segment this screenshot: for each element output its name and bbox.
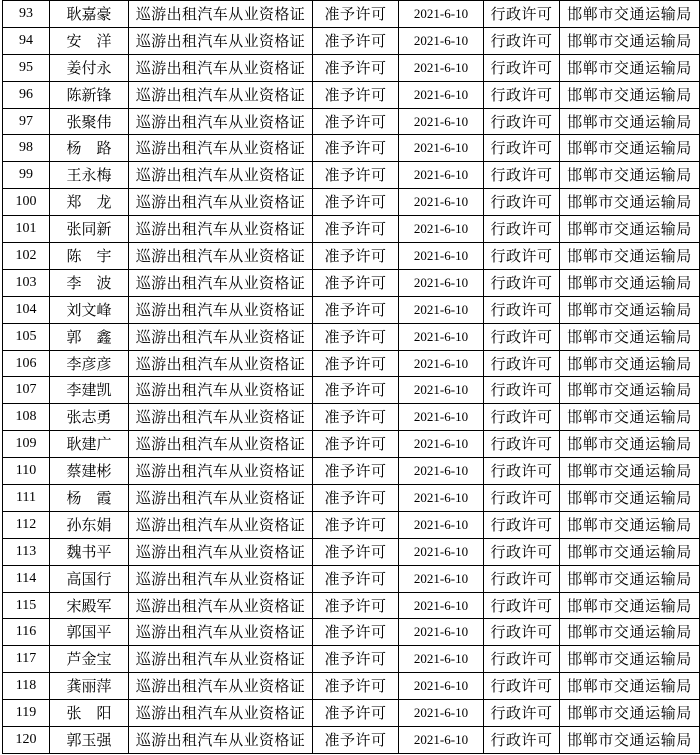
person-name-cell: 刘文峰 <box>50 296 129 323</box>
decision-date-cell: 2021-6-10 <box>399 646 484 673</box>
license-category-cell: 行政许可 <box>484 485 560 512</box>
row-number-cell: 96 <box>3 81 50 108</box>
table-row <box>3 565 700 592</box>
decision-date-cell: 2021-6-10 <box>399 189 484 216</box>
issuing-authority-cell: 邯郸市交通运输局 <box>560 269 700 296</box>
row-number-cell: 107 <box>3 377 50 404</box>
person-name-cell: 郭玉强 <box>50 727 129 754</box>
table-row <box>3 135 700 162</box>
license-category-cell: 行政许可 <box>484 565 560 592</box>
table-row <box>3 485 700 512</box>
row-number-cell: 117 <box>3 646 50 673</box>
license-category-cell: 行政许可 <box>484 700 560 727</box>
decision-date-cell: 2021-6-10 <box>399 538 484 565</box>
table-row <box>3 296 700 323</box>
certificate-name-cell: 巡游出租汽车从业资格证 <box>129 135 313 162</box>
license-category-cell: 行政许可 <box>484 727 560 754</box>
person-name-cell: 杨 路 <box>50 135 129 162</box>
table-row <box>3 350 700 377</box>
decision-type-cell: 准予许可 <box>313 269 399 296</box>
certificate-name-cell: 巡游出租汽车从业资格证 <box>129 565 313 592</box>
table-row <box>3 673 700 700</box>
decision-date-cell: 2021-6-10 <box>399 323 484 350</box>
license-category-cell: 行政许可 <box>484 619 560 646</box>
certificate-name-cell: 巡游出租汽车从业资格证 <box>129 54 313 81</box>
table-row <box>3 323 700 350</box>
issuing-authority-cell: 邯郸市交通运输局 <box>560 296 700 323</box>
table-row <box>3 727 700 754</box>
decision-type-cell: 准予许可 <box>313 108 399 135</box>
person-name-cell: 芦金宝 <box>50 646 129 673</box>
decision-date-cell: 2021-6-10 <box>399 296 484 323</box>
issuing-authority-cell: 邯郸市交通运输局 <box>560 700 700 727</box>
row-number-cell: 98 <box>3 135 50 162</box>
person-name-cell: 李 波 <box>50 269 129 296</box>
table-row <box>3 216 700 243</box>
table-row <box>3 700 700 727</box>
person-name-cell: 张同新 <box>50 216 129 243</box>
issuing-authority-cell: 邯郸市交通运输局 <box>560 619 700 646</box>
decision-type-cell: 准予许可 <box>313 673 399 700</box>
decision-date-cell: 2021-6-10 <box>399 1 484 28</box>
person-name-cell: 安 洋 <box>50 27 129 54</box>
decision-type-cell: 准予许可 <box>313 135 399 162</box>
license-category-cell: 行政许可 <box>484 296 560 323</box>
license-table <box>2 0 700 754</box>
decision-type-cell: 准予许可 <box>313 243 399 270</box>
issuing-authority-cell: 邯郸市交通运输局 <box>560 646 700 673</box>
row-number-cell: 95 <box>3 54 50 81</box>
decision-type-cell: 准予许可 <box>313 485 399 512</box>
table-row <box>3 54 700 81</box>
certificate-name-cell: 巡游出租汽车从业资格证 <box>129 323 313 350</box>
decision-type-cell: 准予许可 <box>313 54 399 81</box>
person-name-cell: 陈新锋 <box>50 81 129 108</box>
row-number-cell: 114 <box>3 565 50 592</box>
row-number-cell: 118 <box>3 673 50 700</box>
license-category-cell: 行政许可 <box>484 135 560 162</box>
certificate-name-cell: 巡游出租汽车从业资格证 <box>129 189 313 216</box>
table-row <box>3 431 700 458</box>
decision-type-cell: 准予许可 <box>313 81 399 108</box>
license-category-cell: 行政许可 <box>484 646 560 673</box>
issuing-authority-cell: 邯郸市交通运输局 <box>560 592 700 619</box>
row-number-cell: 104 <box>3 296 50 323</box>
license-category-cell: 行政许可 <box>484 1 560 28</box>
table-row <box>3 511 700 538</box>
certificate-name-cell: 巡游出租汽车从业资格证 <box>129 511 313 538</box>
decision-date-cell: 2021-6-10 <box>399 377 484 404</box>
table-row <box>3 108 700 135</box>
decision-date-cell: 2021-6-10 <box>399 135 484 162</box>
decision-type-cell: 准予许可 <box>313 727 399 754</box>
row-number-cell: 94 <box>3 27 50 54</box>
decision-type-cell: 准予许可 <box>313 296 399 323</box>
license-category-cell: 行政许可 <box>484 189 560 216</box>
certificate-name-cell: 巡游出租汽车从业资格证 <box>129 700 313 727</box>
row-number-cell: 110 <box>3 458 50 485</box>
row-number-cell: 109 <box>3 431 50 458</box>
person-name-cell: 耿嘉豪 <box>50 1 129 28</box>
issuing-authority-cell: 邯郸市交通运输局 <box>560 162 700 189</box>
row-number-cell: 106 <box>3 350 50 377</box>
certificate-name-cell: 巡游出租汽车从业资格证 <box>129 162 313 189</box>
person-name-cell: 李彦彦 <box>50 350 129 377</box>
certificate-name-cell: 巡游出租汽车从业资格证 <box>129 108 313 135</box>
certificate-name-cell: 巡游出租汽车从业资格证 <box>129 216 313 243</box>
person-name-cell: 郑 龙 <box>50 189 129 216</box>
row-number-cell: 103 <box>3 269 50 296</box>
person-name-cell: 宋殿军 <box>50 592 129 619</box>
table-row <box>3 1 700 28</box>
person-name-cell: 姜付永 <box>50 54 129 81</box>
issuing-authority-cell: 邯郸市交通运输局 <box>560 216 700 243</box>
decision-date-cell: 2021-6-10 <box>399 27 484 54</box>
person-name-cell: 高国行 <box>50 565 129 592</box>
certificate-name-cell: 巡游出租汽车从业资格证 <box>129 673 313 700</box>
decision-date-cell: 2021-6-10 <box>399 243 484 270</box>
decision-type-cell: 准予许可 <box>313 538 399 565</box>
certificate-name-cell: 巡游出租汽车从业资格证 <box>129 243 313 270</box>
decision-type-cell: 准予许可 <box>313 700 399 727</box>
issuing-authority-cell: 邯郸市交通运输局 <box>560 27 700 54</box>
license-category-cell: 行政许可 <box>484 81 560 108</box>
table-row <box>3 243 700 270</box>
issuing-authority-cell: 邯郸市交通运输局 <box>560 323 700 350</box>
decision-date-cell: 2021-6-10 <box>399 673 484 700</box>
table-row <box>3 269 700 296</box>
issuing-authority-cell: 邯郸市交通运输局 <box>560 431 700 458</box>
issuing-authority-cell: 邯郸市交通运输局 <box>560 485 700 512</box>
certificate-name-cell: 巡游出租汽车从业资格证 <box>129 646 313 673</box>
person-name-cell: 魏书平 <box>50 538 129 565</box>
issuing-authority-cell: 邯郸市交通运输局 <box>560 54 700 81</box>
row-number-cell: 108 <box>3 404 50 431</box>
license-category-cell: 行政许可 <box>484 431 560 458</box>
table-row <box>3 27 700 54</box>
certificate-name-cell: 巡游出租汽车从业资格证 <box>129 538 313 565</box>
decision-type-cell: 准予许可 <box>313 431 399 458</box>
issuing-authority-cell: 邯郸市交通运输局 <box>560 511 700 538</box>
row-number-cell: 112 <box>3 511 50 538</box>
table-row <box>3 619 700 646</box>
table-row <box>3 404 700 431</box>
certificate-name-cell: 巡游出租汽车从业资格证 <box>129 1 313 28</box>
decision-type-cell: 准予许可 <box>313 404 399 431</box>
decision-type-cell: 准予许可 <box>313 646 399 673</box>
license-category-cell: 行政许可 <box>484 54 560 81</box>
license-category-cell: 行政许可 <box>484 538 560 565</box>
license-category-cell: 行政许可 <box>484 377 560 404</box>
row-number-cell: 101 <box>3 216 50 243</box>
person-name-cell: 蔡建彬 <box>50 458 129 485</box>
license-category-cell: 行政许可 <box>484 404 560 431</box>
issuing-authority-cell: 邯郸市交通运输局 <box>560 673 700 700</box>
license-category-cell: 行政许可 <box>484 323 560 350</box>
decision-date-cell: 2021-6-10 <box>399 404 484 431</box>
row-number-cell: 100 <box>3 189 50 216</box>
person-name-cell: 张志勇 <box>50 404 129 431</box>
decision-date-cell: 2021-6-10 <box>399 350 484 377</box>
decision-type-cell: 准予许可 <box>313 323 399 350</box>
issuing-authority-cell: 邯郸市交通运输局 <box>560 350 700 377</box>
decision-date-cell: 2021-6-10 <box>399 485 484 512</box>
license-category-cell: 行政许可 <box>484 511 560 538</box>
decision-date-cell: 2021-6-10 <box>399 458 484 485</box>
issuing-authority-cell: 邯郸市交通运输局 <box>560 377 700 404</box>
table-row <box>3 646 700 673</box>
certificate-name-cell: 巡游出租汽车从业资格证 <box>129 27 313 54</box>
person-name-cell: 杨 霞 <box>50 485 129 512</box>
table-row <box>3 189 700 216</box>
decision-date-cell: 2021-6-10 <box>399 592 484 619</box>
issuing-authority-cell: 邯郸市交通运输局 <box>560 565 700 592</box>
person-name-cell: 李建凯 <box>50 377 129 404</box>
certificate-name-cell: 巡游出租汽车从业资格证 <box>129 404 313 431</box>
decision-date-cell: 2021-6-10 <box>399 162 484 189</box>
decision-type-cell: 准予许可 <box>313 350 399 377</box>
decision-date-cell: 2021-6-10 <box>399 216 484 243</box>
person-name-cell: 龚丽萍 <box>50 673 129 700</box>
decision-type-cell: 准予许可 <box>313 377 399 404</box>
decision-type-cell: 准予许可 <box>313 1 399 28</box>
decision-date-cell: 2021-6-10 <box>399 511 484 538</box>
table-row <box>3 592 700 619</box>
license-category-cell: 行政许可 <box>484 458 560 485</box>
certificate-name-cell: 巡游出租汽车从业资格证 <box>129 269 313 296</box>
certificate-name-cell: 巡游出租汽车从业资格证 <box>129 431 313 458</box>
decision-type-cell: 准予许可 <box>313 162 399 189</box>
issuing-authority-cell: 邯郸市交通运输局 <box>560 404 700 431</box>
certificate-name-cell: 巡游出租汽车从业资格证 <box>129 81 313 108</box>
person-name-cell: 孙东娟 <box>50 511 129 538</box>
certificate-name-cell: 巡游出租汽车从业资格证 <box>129 458 313 485</box>
license-category-cell: 行政许可 <box>484 243 560 270</box>
person-name-cell: 张 阳 <box>50 700 129 727</box>
license-category-cell: 行政许可 <box>484 269 560 296</box>
license-category-cell: 行政许可 <box>484 162 560 189</box>
person-name-cell: 郭国平 <box>50 619 129 646</box>
person-name-cell: 王永梅 <box>50 162 129 189</box>
person-name-cell: 郭 鑫 <box>50 323 129 350</box>
decision-date-cell: 2021-6-10 <box>399 108 484 135</box>
person-name-cell: 耿建广 <box>50 431 129 458</box>
row-number-cell: 99 <box>3 162 50 189</box>
issuing-authority-cell: 邯郸市交通运输局 <box>560 243 700 270</box>
person-name-cell: 张聚伟 <box>50 108 129 135</box>
table-row <box>3 538 700 565</box>
row-number-cell: 111 <box>3 485 50 512</box>
certificate-name-cell: 巡游出租汽车从业资格证 <box>129 592 313 619</box>
issuing-authority-cell: 邯郸市交通运输局 <box>560 727 700 754</box>
decision-date-cell: 2021-6-10 <box>399 700 484 727</box>
issuing-authority-cell: 邯郸市交通运输局 <box>560 135 700 162</box>
certificate-name-cell: 巡游出租汽车从业资格证 <box>129 377 313 404</box>
license-category-cell: 行政许可 <box>484 27 560 54</box>
decision-type-cell: 准予许可 <box>313 565 399 592</box>
license-category-cell: 行政许可 <box>484 108 560 135</box>
issuing-authority-cell: 邯郸市交通运输局 <box>560 538 700 565</box>
decision-type-cell: 准予许可 <box>313 27 399 54</box>
issuing-authority-cell: 邯郸市交通运输局 <box>560 1 700 28</box>
issuing-authority-cell: 邯郸市交通运输局 <box>560 81 700 108</box>
certificate-name-cell: 巡游出租汽车从业资格证 <box>129 350 313 377</box>
decision-type-cell: 准予许可 <box>313 619 399 646</box>
license-category-cell: 行政许可 <box>484 216 560 243</box>
certificate-name-cell: 巡游出租汽车从业资格证 <box>129 727 313 754</box>
decision-date-cell: 2021-6-10 <box>399 727 484 754</box>
certificate-name-cell: 巡游出租汽车从业资格证 <box>129 485 313 512</box>
decision-date-cell: 2021-6-10 <box>399 431 484 458</box>
row-number-cell: 113 <box>3 538 50 565</box>
decision-type-cell: 准予许可 <box>313 216 399 243</box>
license-category-cell: 行政许可 <box>484 592 560 619</box>
row-number-cell: 116 <box>3 619 50 646</box>
issuing-authority-cell: 邯郸市交通运输局 <box>560 108 700 135</box>
issuing-authority-cell: 邯郸市交通运输局 <box>560 458 700 485</box>
person-name-cell: 陈 宇 <box>50 243 129 270</box>
table-row <box>3 162 700 189</box>
row-number-cell: 93 <box>3 1 50 28</box>
certificate-name-cell: 巡游出租汽车从业资格证 <box>129 619 313 646</box>
table-row <box>3 458 700 485</box>
table-body <box>3 1 700 754</box>
table-row <box>3 377 700 404</box>
row-number-cell: 97 <box>3 108 50 135</box>
issuing-authority-cell: 邯郸市交通运输局 <box>560 189 700 216</box>
decision-date-cell: 2021-6-10 <box>399 565 484 592</box>
certificate-name-cell: 巡游出租汽车从业资格证 <box>129 296 313 323</box>
license-category-cell: 行政许可 <box>484 350 560 377</box>
row-number-cell: 102 <box>3 243 50 270</box>
decision-date-cell: 2021-6-10 <box>399 269 484 296</box>
decision-date-cell: 2021-6-10 <box>399 619 484 646</box>
decision-type-cell: 准予许可 <box>313 189 399 216</box>
decision-type-cell: 准予许可 <box>313 458 399 485</box>
decision-type-cell: 准予许可 <box>313 592 399 619</box>
row-number-cell: 119 <box>3 700 50 727</box>
row-number-cell: 115 <box>3 592 50 619</box>
decision-date-cell: 2021-6-10 <box>399 54 484 81</box>
decision-date-cell: 2021-6-10 <box>399 81 484 108</box>
row-number-cell: 105 <box>3 323 50 350</box>
row-number-cell: 120 <box>3 727 50 754</box>
license-category-cell: 行政许可 <box>484 673 560 700</box>
decision-type-cell: 准予许可 <box>313 511 399 538</box>
table-row <box>3 81 700 108</box>
